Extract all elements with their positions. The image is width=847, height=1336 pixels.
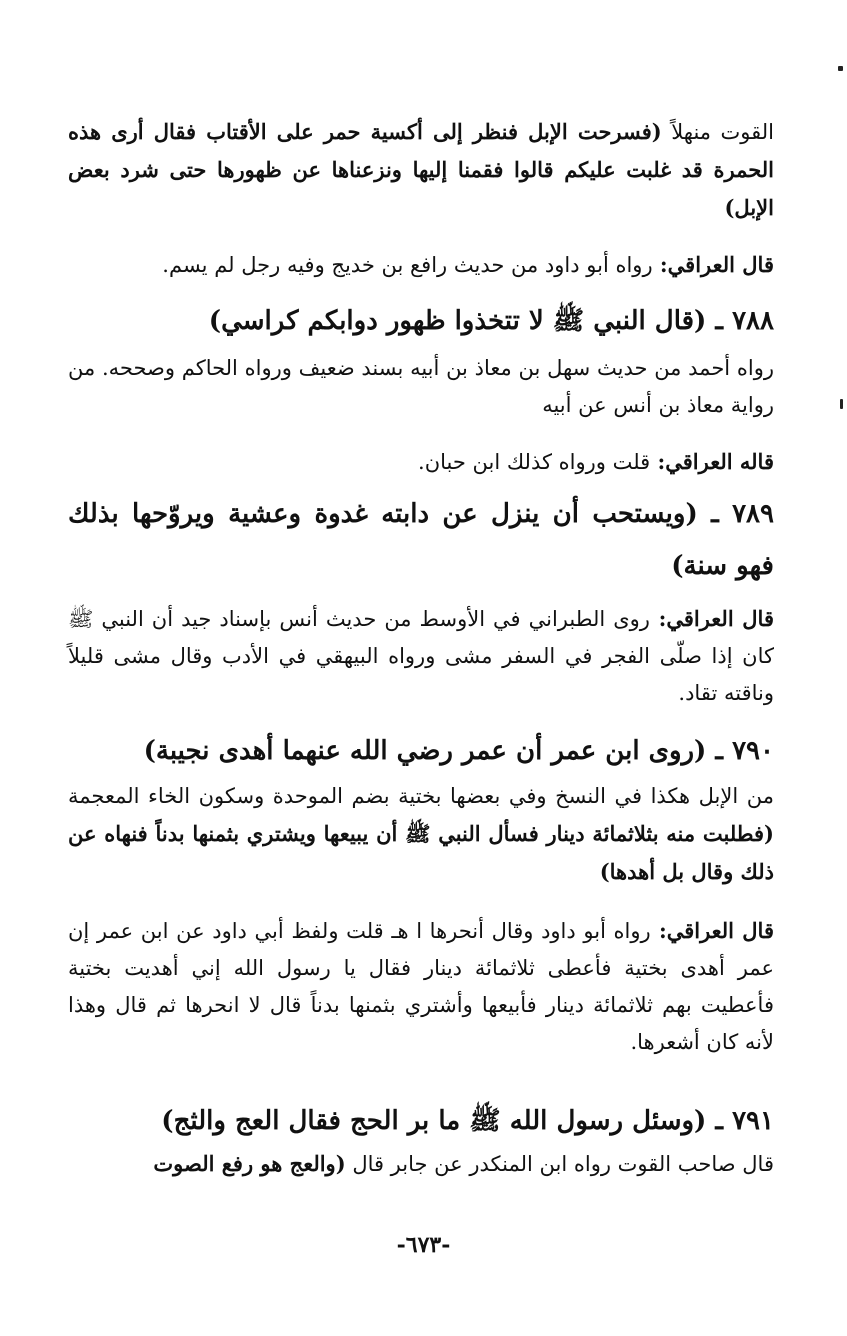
paragraph-continuation: [68, 113, 774, 227]
explanation-paragraph: [68, 778, 774, 891]
text-segment: من الإبل هكذا في النسخ وفي بعضها بختية بضم الموحدة وسكون الخاء المعجمة: [68, 784, 774, 808]
text-segment: القوت منهلاً: [661, 120, 774, 144]
hadith-quote: (وسئل رسول الله ﷺ ما بر الحج فقال العج والثج): [161, 1106, 707, 1136]
iraqi-commentary: [68, 246, 774, 284]
page-number: -٦٧٣-: [396, 1232, 451, 1258]
hadith-number: ٧٩٠ ـ: [706, 736, 774, 766]
hadith-quote: (والعج هو رفع الصوت: [153, 1151, 346, 1176]
hadith-quote: (فسرحت الإبل فنظر إلى أكسية حمر على الأقتاب فقال أرى هذه الحمرة قد غلبت عليكم قالوا فقمنا إليها ونزعناها عن ظهورها حتى شرد بعض الإبل): [68, 119, 774, 220]
text-segment: قلت ورواه كذلك ابن حبان.: [418, 450, 651, 474]
iraqi-commentary: [68, 912, 774, 1061]
scan-speck: [840, 399, 843, 409]
hadith-number: ٧٨٨ ـ: [706, 306, 774, 336]
text-segment: روى الطبراني في الأوسط من حديث أنس بإسناد جيد أن النبي ﷺ كان إذا صلّى الفجر في السفر مشى ورواه البيهقي في الأدب وقال مشى قليلاً وناقته تقاد.: [68, 607, 774, 705]
hadith-heading-791: [68, 1095, 774, 1147]
commentator-label: قال العراقي:: [652, 252, 774, 277]
scan-speck: [838, 66, 843, 71]
narration-paragraph: [68, 350, 774, 424]
iraqi-commentary: [68, 443, 774, 481]
hadith-quote: (فطلبت منه بثلاثمائة دينار فسأل النبي ﷺ أن يبيعها ويشتري بثمنها بدناً فنهاه عن ذلك وقال بل أهدها): [68, 821, 774, 884]
commentator-label: قال العراقي:: [650, 918, 774, 943]
narration-paragraph: [68, 1145, 774, 1183]
iraqi-commentary: [68, 600, 774, 712]
hadith-quote: (قال النبي ﷺ لا تتخذوا ظهور دوابكم كراسي): [208, 306, 707, 336]
hadith-number: ٧٩١ ـ: [706, 1106, 774, 1136]
text-segment: قال صاحب القوت رواه ابن المنكدر عن جابر قال: [345, 1152, 774, 1176]
hadith-number: ٧٨٩ ـ: [697, 499, 774, 529]
commentator-label: قال العراقي:: [649, 606, 774, 631]
hadith-heading-789: [68, 488, 774, 592]
text-segment: رواه أبو داود وقال أنحرها ا هـ قلت ولفظ أبي داود عن ابن عمر إن عمر أهدى بختية فأعطى ثلاثمائة دينار فقال يا رسول الله إني أهديت بختية فأعطيت بهم ثلاثمائة دينار فأبيعها وأشتري بثمنها بدناً قال لا انحرها ثم قال وهذا لأنه كان أشعرها.: [68, 919, 774, 1054]
hadith-quote: (ويستحب أن ينزل عن دابته غدوة وعشية ويروّحها بذلك فهو سنة): [68, 499, 774, 581]
hadith-heading-790: [68, 725, 774, 777]
hadith-heading-788: [68, 295, 774, 347]
text-segment: رواه أحمد من حديث سهل بن معاذ بن أبيه بسند ضعيف ورواه الحاكم وصححه. من رواية معاذ بن أنس عن أبيه: [68, 356, 774, 417]
hadith-quote: (روى ابن عمر أن عمر رضي الله عنهما أهدى نجيبة): [143, 736, 707, 766]
commentator-label: قاله العراقي:: [650, 449, 774, 474]
text-segment: رواه أبو داود من حديث رافع بن خديج وفيه رجل لم يسم.: [162, 253, 653, 277]
